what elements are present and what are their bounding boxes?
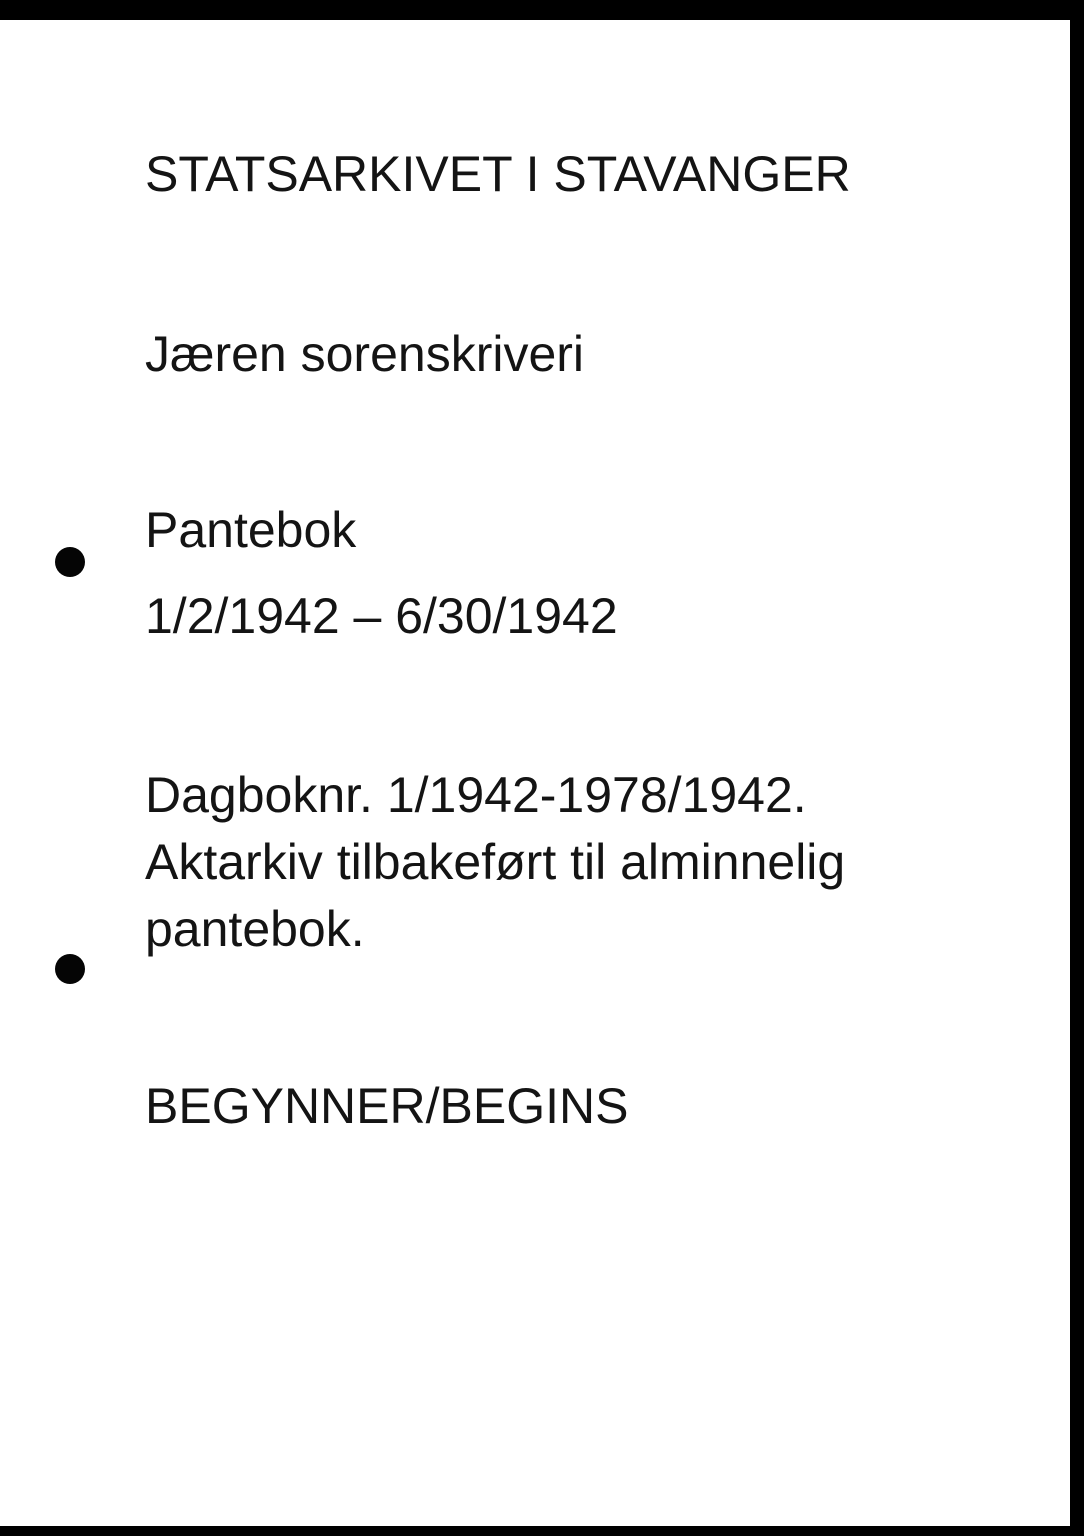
archive-title: STATSARKIVET I STAVANGER (145, 146, 851, 202)
description-line: Dagboknr. 1/1942-1978/1942. (145, 767, 807, 823)
office-name: Jæren sorenskriveri (145, 326, 585, 382)
description-line: Aktarkiv tilbakeført til alminnelig (145, 834, 846, 890)
punch-hole-icon (55, 954, 85, 984)
date-range: 1/2/1942 – 6/30/1942 (145, 588, 618, 644)
punch-hole-icon (55, 547, 85, 577)
record-type: Pantebok (145, 502, 357, 558)
begins-marker: BEGYNNER/BEGINS (145, 1078, 629, 1134)
description-line: pantebok. (145, 901, 365, 957)
document-page (0, 20, 1070, 1526)
